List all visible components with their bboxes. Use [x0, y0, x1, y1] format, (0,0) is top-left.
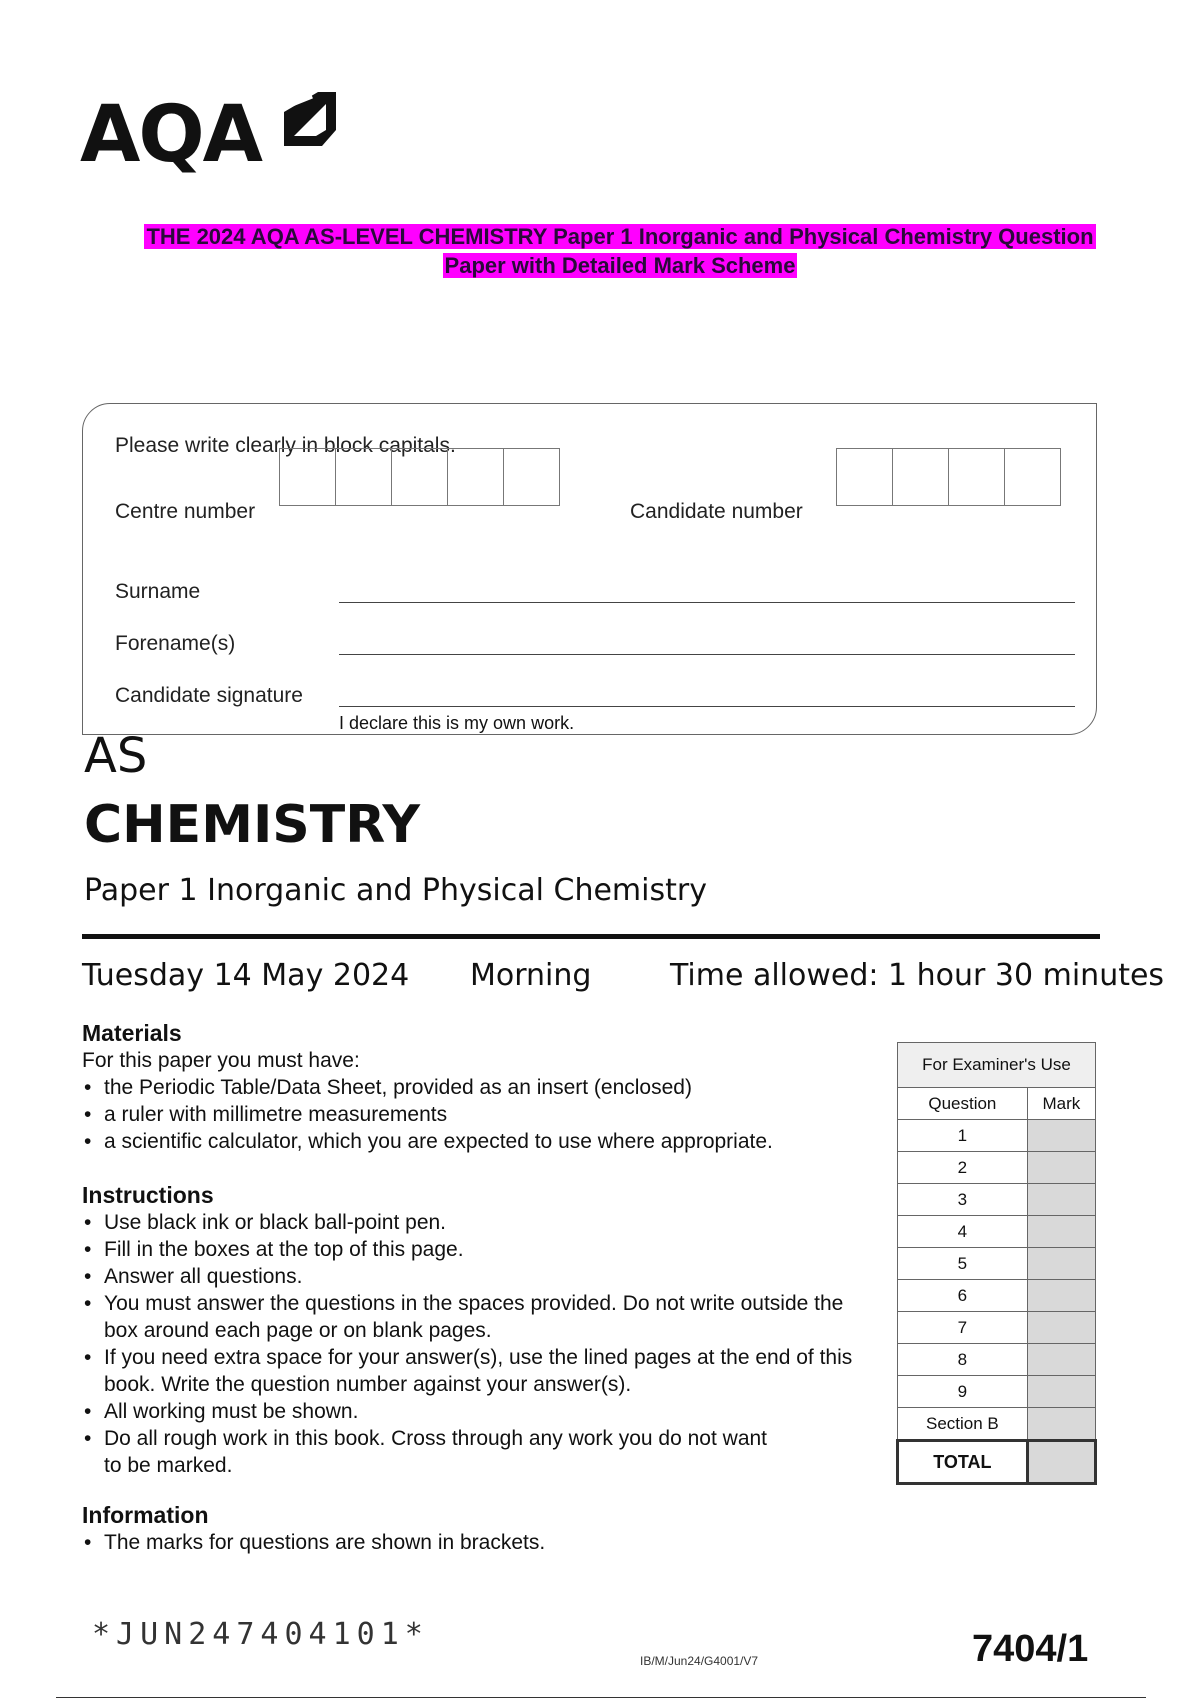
table-row — [898, 1312, 1096, 1344]
mark-cell[interactable] — [1027, 1376, 1095, 1408]
logo-leaf-icon — [282, 90, 338, 148]
list-item: • Answer all questions. — [82, 1263, 872, 1290]
exam-date: Tuesday 14 May 2024 — [82, 958, 410, 993]
column-header-question: Question — [898, 1088, 1028, 1120]
time-allowed: Time allowed: 1 hour 30 minutes — [670, 958, 1165, 993]
table-row — [898, 1376, 1096, 1408]
table-row — [898, 1408, 1096, 1441]
mark-cell[interactable] — [1027, 1408, 1095, 1441]
table-row — [898, 1184, 1096, 1216]
title-divider — [82, 934, 1100, 939]
mark-cell[interactable] — [1027, 1216, 1095, 1248]
mark-cell[interactable] — [1027, 1184, 1095, 1216]
list-item: • the Periodic Table/Data Sheet, provided as an insert (enclosed) — [82, 1074, 882, 1101]
instructions-heading: Instructions — [82, 1182, 214, 1208]
footer-divider — [56, 1697, 1146, 1698]
question-number: 6 — [898, 1280, 1028, 1312]
table-row — [898, 1216, 1096, 1248]
candidate-number-cell[interactable] — [836, 448, 893, 506]
document-banner — [90, 222, 1150, 280]
mark-cell[interactable] — [1027, 1280, 1095, 1312]
table-row — [898, 1344, 1096, 1376]
list-item: • a ruler with millimetre measurements — [82, 1101, 882, 1128]
barcode-text: *JUN247404101* — [92, 1617, 429, 1652]
signature-label: Candidate signature — [115, 684, 303, 707]
centre-number-cell[interactable] — [447, 448, 504, 506]
candidate-number-cell[interactable] — [948, 448, 1005, 506]
instructions-section — [82, 1182, 872, 1479]
question-number: 4 — [898, 1216, 1028, 1248]
paper-title: Paper 1 Inorganic and Physical Chemistry — [84, 873, 707, 908]
surname-label: Surname — [115, 580, 201, 603]
centre-number-cell[interactable] — [335, 448, 392, 506]
aqa-logo — [80, 88, 340, 188]
materials-heading: Materials — [82, 1020, 182, 1046]
information-section — [82, 1502, 872, 1556]
column-header-mark: Mark — [1027, 1088, 1095, 1120]
exam-level: AS — [84, 728, 148, 784]
centre-number-cell[interactable] — [279, 448, 336, 506]
paper-code: 7404/1 — [972, 1628, 1089, 1670]
candidate-number-boxes[interactable] — [836, 448, 1060, 506]
candidate-number-label: Candidate number — [630, 500, 803, 523]
block-capitals-instruction: Please write clearly in block capitals. — [115, 434, 456, 457]
candidate-details-box — [82, 403, 1097, 735]
total-mark-cell[interactable] — [1027, 1441, 1095, 1484]
question-number: 7 — [898, 1312, 1028, 1344]
table-row — [898, 1248, 1096, 1280]
mark-cell[interactable] — [1027, 1152, 1095, 1184]
logo-text: AQA — [80, 90, 262, 180]
total-row — [898, 1441, 1096, 1484]
surname-field[interactable] — [339, 602, 1075, 603]
centre-number-boxes[interactable] — [279, 448, 559, 506]
list-item: • Fill in the boxes at the top of this page. — [82, 1236, 872, 1263]
list-item: • The marks for questions are shown in brackets. — [82, 1529, 872, 1556]
mark-cell[interactable] — [1027, 1344, 1095, 1376]
list-item: • All working must be shown. — [82, 1398, 872, 1425]
question-number: 8 — [898, 1344, 1028, 1376]
forename-field[interactable] — [339, 654, 1075, 655]
exam-session: Morning — [470, 958, 592, 993]
banner-line-1: THE 2024 AQA AS-LEVEL CHEMISTRY Paper 1 Inorganic and Physical Chemistry Question — [146, 224, 1094, 249]
declaration-text: I declare this is my own work. — [339, 713, 575, 733]
table-row — [898, 1120, 1096, 1152]
question-number: 9 — [898, 1376, 1028, 1408]
list-item: • Use black ink or black ball-point pen. — [82, 1209, 872, 1236]
list-item: • You must answer the questions in the spaces provided. Do not write outside the box around each page or on blank pages. — [82, 1290, 872, 1344]
candidate-number-cell[interactable] — [892, 448, 949, 506]
question-number: 5 — [898, 1248, 1028, 1280]
question-number: 1 — [898, 1120, 1028, 1152]
examiner-table-title: For Examiner's Use — [898, 1043, 1096, 1088]
centre-number-cell[interactable] — [503, 448, 560, 506]
mark-cell[interactable] — [1027, 1312, 1095, 1344]
document-reference: IB/M/Jun24/G4001/V7 — [640, 1654, 759, 1668]
list-item: • Do all rough work in this book. Cross through any work you do not want to be marked. — [82, 1425, 784, 1479]
banner-line-2: Paper with Detailed Mark Scheme — [444, 253, 796, 278]
centre-number-cell[interactable] — [391, 448, 448, 506]
table-row — [898, 1152, 1096, 1184]
examiner-use-table — [896, 1042, 1097, 1485]
list-item: • a scientific calculator, which you are expected to use where appropriate. — [82, 1128, 882, 1155]
signature-field[interactable] — [339, 706, 1075, 707]
mark-cell[interactable] — [1027, 1120, 1095, 1152]
materials-section — [82, 1020, 882, 1155]
list-item: • If you need extra space for your answer(s), use the lined pages at the end of this book. Write the question number against your answer(s). — [82, 1344, 872, 1398]
centre-number-label: Centre number — [115, 500, 256, 523]
information-heading: Information — [82, 1502, 209, 1528]
candidate-number-cell[interactable] — [1004, 448, 1061, 506]
question-number: 2 — [898, 1152, 1028, 1184]
exam-subject: CHEMISTRY — [84, 795, 421, 855]
forename-label: Forename(s) — [115, 632, 236, 655]
table-row — [898, 1280, 1096, 1312]
question-number: 3 — [898, 1184, 1028, 1216]
mark-cell[interactable] — [1027, 1248, 1095, 1280]
question-number: Section B — [898, 1408, 1028, 1441]
total-label: TOTAL — [898, 1441, 1028, 1484]
materials-intro: For this paper you must have: — [82, 1049, 360, 1072]
